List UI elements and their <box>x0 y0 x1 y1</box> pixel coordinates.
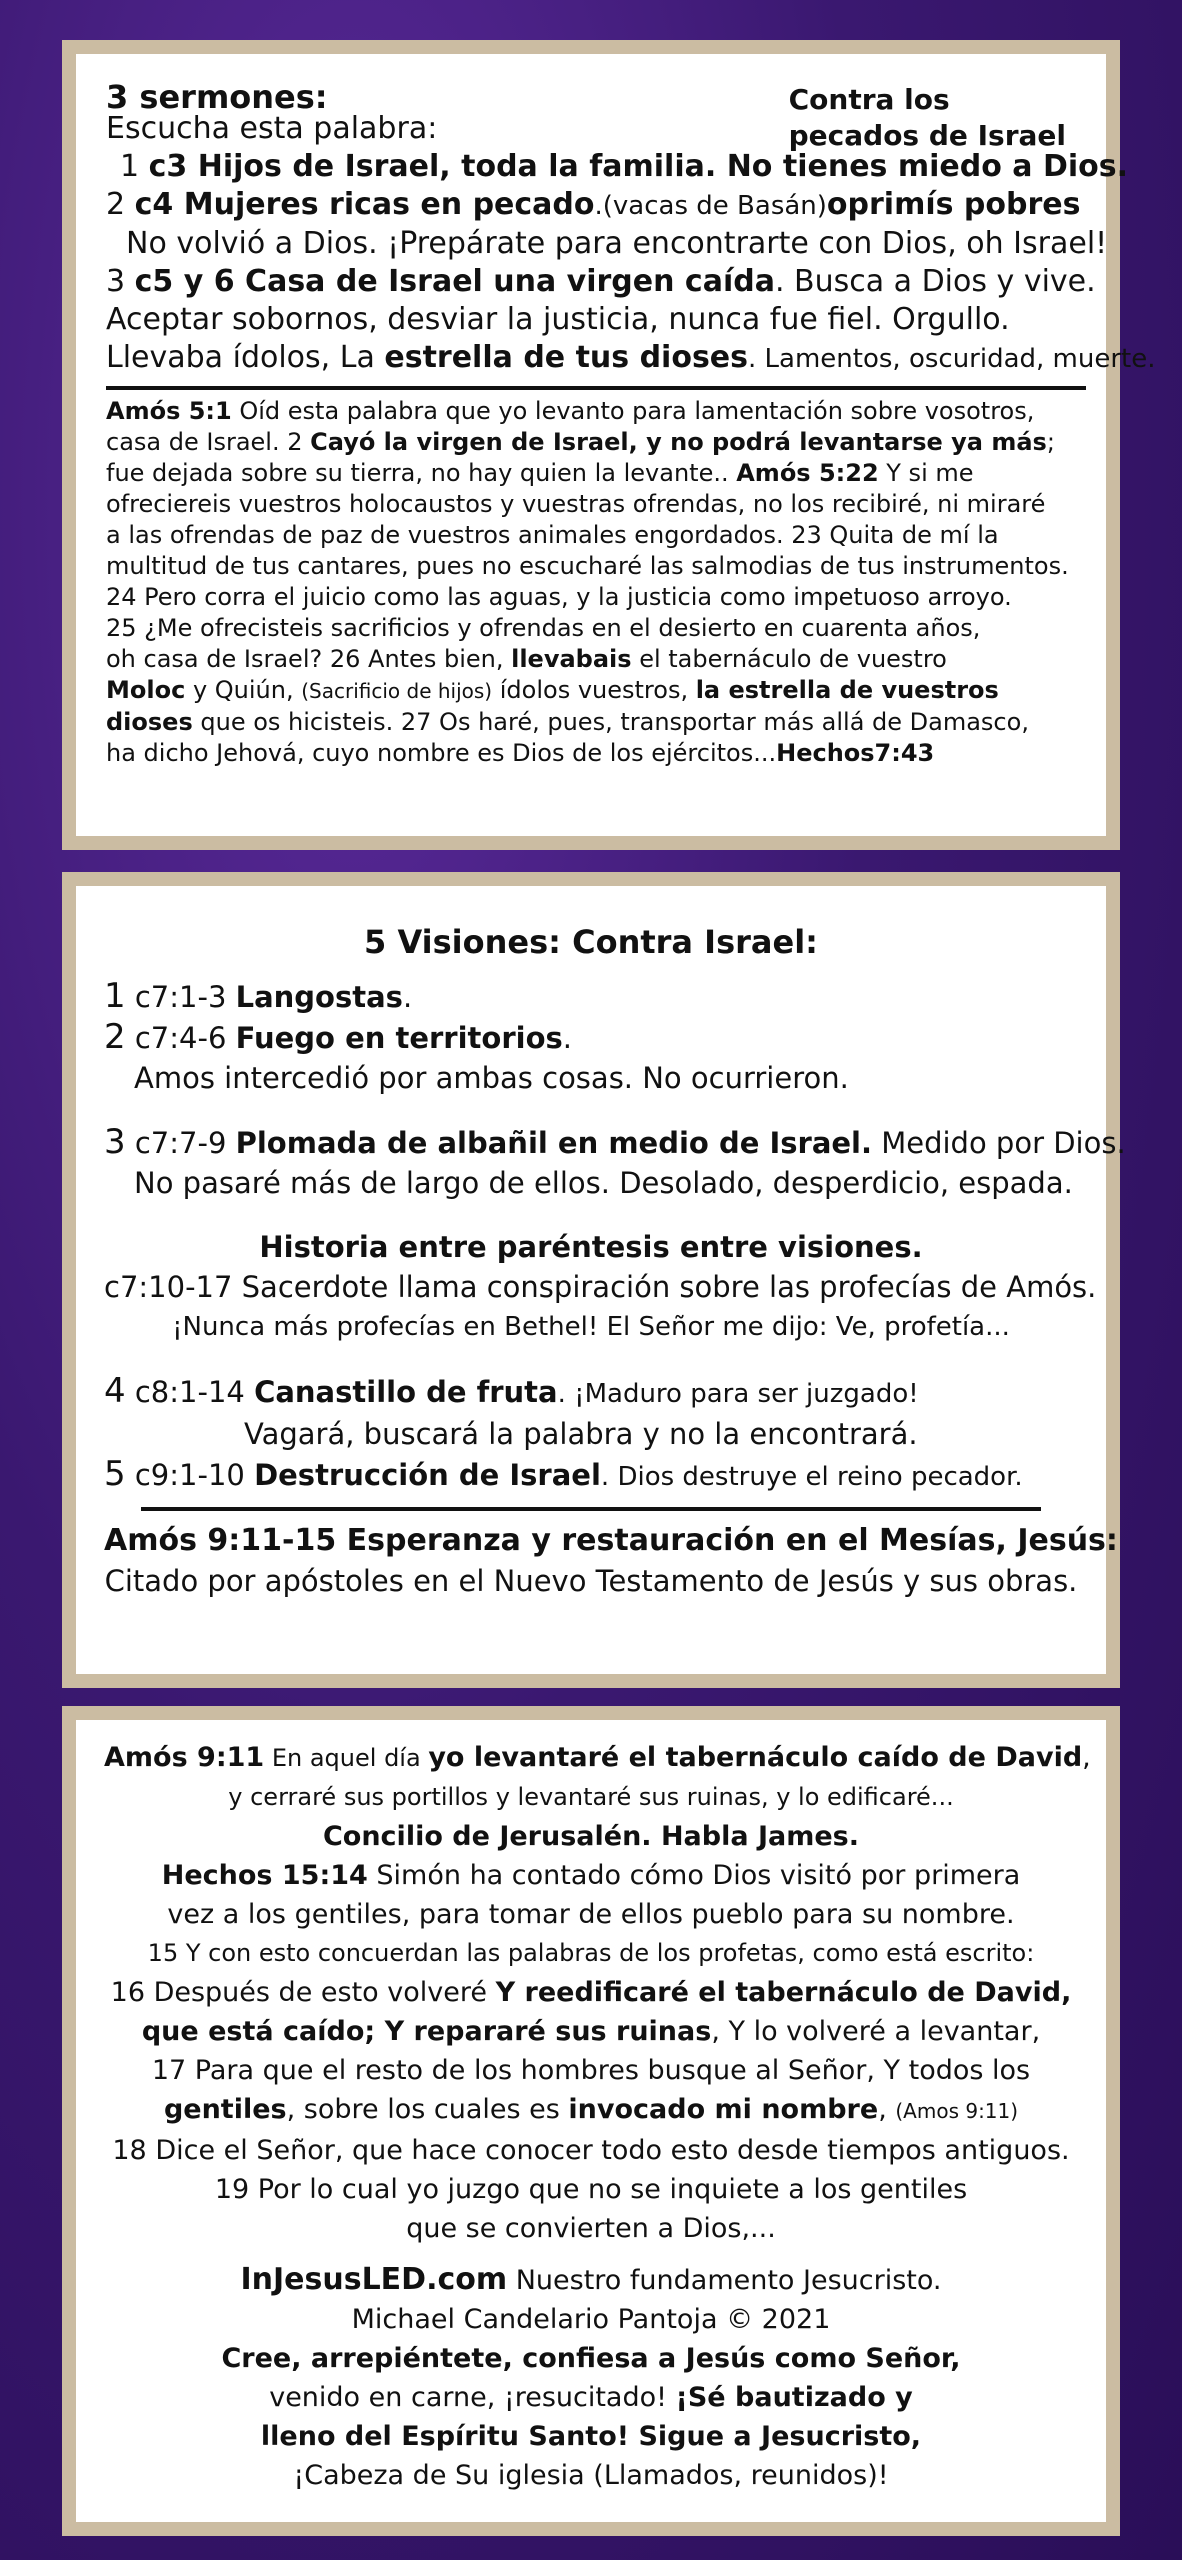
verse-line: Moloc y Quiún, (Sacrificio de hijos) ídolos vuestros, la estrella de vuestros <box>106 676 999 704</box>
verse-line: oh casa de Israel? 26 Antes bien, llevabais el tabernáculo de vuestro <box>106 645 947 673</box>
text-line: 19 Por lo cual yo juzgo que no se inquiete a los gentiles <box>214 2174 968 2205</box>
intro-line: Escucha esta palabra: <box>106 111 438 146</box>
verse-line: 25 ¿Me ofrecisteis sacrificios y ofrendas en el desierto en cuarenta años, <box>106 614 981 642</box>
visions-list <box>104 922 1126 1601</box>
history-line-2: ¡Nunca más profecías en Bethel! El Señor me dijo: Ve, profetía... <box>172 1312 1010 1342</box>
history-title: Historia entre paréntesis entre visiones. <box>259 1230 923 1264</box>
verse-line: a las ofrendas de paz de vuestros animales engordados. 23 Quita de mí la <box>106 521 999 549</box>
restoration-text <box>104 1738 1091 2495</box>
vision-5: 5 c9:1-10 Destrucción de Israel. Dios destruye el reino pecador. <box>104 1454 1023 1494</box>
text-line: que está caído; Y repararé sus ruinas, Y lo volveré a levantar, <box>141 2016 1041 2047</box>
spacer <box>104 1203 1078 1227</box>
text-line: gentiles, sobre los cuales es invocado mi nombre, (Amos 9:11) <box>163 2094 1019 2125</box>
spacer <box>104 1098 1078 1122</box>
vision-4-note: Vagará, buscará la palabra y no la encontrará. <box>244 1417 918 1451</box>
closing-line: Cree, arrepiéntete, confiesa a Jesús como Señor, <box>221 2343 961 2374</box>
sermon-3: 3 c5 y 6 Casa de Israel una virgen caída. Busca a Dios y vive. <box>106 264 1096 299</box>
verse-line: 24 Pero corra el juicio como las aguas, y la justicia como impetuoso arroyo. <box>106 583 1012 611</box>
council-heading: Concilio de Jerusalén. Habla James. <box>322 1821 860 1852</box>
closing-line: ¡Cabeza de Su iglesia (Llamados, reunidos)! <box>293 2460 889 2491</box>
sermons-panel <box>62 40 1156 850</box>
verse-line: ha dicho Jehová, cuyo nombre es Dios de los ejércitos...Hechos7:43 <box>106 739 935 767</box>
vision-2: 2 c7:4-6 Fuego en territorios. <box>104 1017 572 1057</box>
sermon-2-note: No volvió a Dios. ¡Prepárate para encontrarte con Dios, oh Israel! <box>126 226 1108 261</box>
sermons-title: 3 sermones: <box>106 78 328 116</box>
vision-4: 4 c8:1-14 Canastillo de fruta. ¡Maduro para ser juzgado! <box>104 1371 919 1411</box>
history-line-1: c7:10-17 Sacerdote llama conspiración sobre las profecías de Amós. <box>104 1270 1097 1304</box>
text-line: 17 Para que el resto de los hombres busque al Señor, Y todos los <box>151 2055 1031 2086</box>
restoration-panel <box>62 1706 1120 2536</box>
site-line: InJesusLED.com Nuestro fundamento Jesucristo. <box>240 2262 942 2297</box>
vision-3-note: No pasaré más de largo de ellos. Desolado, desperdicio, espada. <box>134 1166 1073 1200</box>
verse-line: fue dejada sobre su tierra, no hay quien la levante.. Amós 5:22 Y si me <box>106 459 974 487</box>
text-line: 18 Dice el Señor, que hace conocer todo esto desde tiempos antiguos. <box>112 2135 1070 2166</box>
sermon-3-note-2: Llevaba ídolos, La estrella de tus dioses. Lamentos, oscuridad, muerte. <box>106 340 1156 375</box>
vision-2-note: Amos intercedió por ambas cosas. No ocurrieron. <box>134 1061 849 1095</box>
verse-line: ofreciereis vuestros holocaustos y vuestras ofrendas, no los recibiré, ni miraré <box>106 490 1046 518</box>
sermon-1: 1 c3 Hijos de Israel, toda la familia. No tienes miedo a Dios. <box>120 149 1128 184</box>
divider-line <box>141 1507 1041 1511</box>
hope-subtitle: Citado por apóstoles en el Nuevo Testamento de Jesús y sus obras. <box>104 1564 1078 1598</box>
text-line: que se convierten a Dios,... <box>406 2213 776 2244</box>
spacer <box>104 2248 1078 2260</box>
text-line: 15 Y con esto concuerdan las palabras de los profetas, como está escrito: <box>147 1939 1035 1967</box>
spacer <box>104 1347 1078 1371</box>
text-line: Amós 9:11 En aquel día yo levantaré el tabernáculo caído de David, <box>104 1742 1091 1773</box>
site-link[interactable]: InJesusLED.com <box>240 2262 508 2297</box>
sermon-3-note: Aceptar sobornos, desviar la justicia, nunca fue fiel. Orgullo. <box>106 302 1010 337</box>
vision-1: 1 c7:1-3 Langostas. <box>104 976 413 1016</box>
visions-panel <box>62 872 1126 1688</box>
amos-5-verses <box>106 396 1076 769</box>
verse-line: casa de Israel. 2 Cayó la virgen de Israel, y no podrá levantarse ya más; <box>106 428 1055 456</box>
verse-line: Amós 5:1 Oíd esta palabra que yo levanto para lamentación sobre vosotros, <box>106 397 1035 425</box>
verse-line: multitud de tus cantares, pues no escucharé las salmodias de tus instrumentos. <box>106 552 1069 580</box>
sermons-subtitle <box>789 82 1066 154</box>
text-line: vez a los gentiles, para tomar de ellos pueblo para su nombre. <box>167 1899 1015 1930</box>
author-line: Michael Candelario Pantoja © 2021 <box>351 2304 831 2335</box>
text-line: Hechos 15:14 Simón ha contado cómo Dios visitó por primera <box>161 1860 1021 1891</box>
divider-line <box>106 386 1086 390</box>
text-line: y cerraré sus portillos y levantaré sus ruinas, y lo edificaré... <box>228 1783 954 1811</box>
sermon-2: 2 c4 Mujeres ricas en pecado.(vacas de Basán)oprimís pobres <box>106 187 1081 222</box>
verse-line: dioses que os hicisteis. 27 Os haré, pues, transportar más allá de Damasco, <box>106 708 1029 736</box>
closing-line: venido en carne, ¡resucitado! ¡Sé bautizado y <box>269 2382 913 2413</box>
subtitle-line-2: pecados de Israel <box>788 119 1066 152</box>
subtitle-line-1: Contra los <box>788 83 950 116</box>
visions-title: 5 Visiones: Contra Israel: <box>364 923 818 961</box>
closing-line: lleno del Espíritu Santo! Sigue a Jesucristo, <box>260 2421 922 2452</box>
hope-title: Amós 9:11-15 Esperanza y restauración en el Mesías, Jesús: <box>104 1523 1118 1558</box>
text-line: 16 Después de esto volveré Y reedificaré el tabernáculo de David, <box>110 1977 1072 2008</box>
vision-3: 3 c7:7-9 Plomada de albañil en medio de Israel. Medido por Dios. <box>104 1122 1126 1162</box>
